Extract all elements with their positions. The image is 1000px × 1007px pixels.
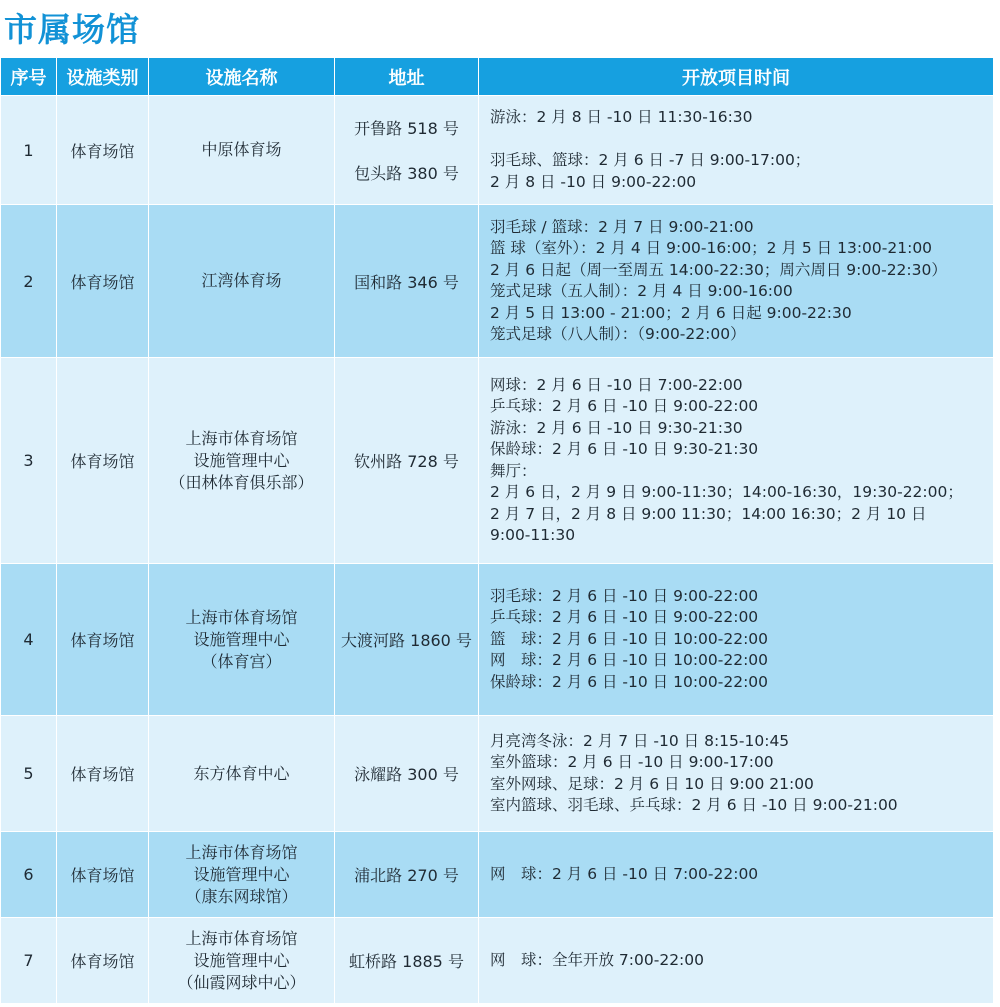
schedule-line: 篮 球（室外）：2 月 4 日 9:00-16:00；2 月 5 日 13:00-21:00 [490,239,933,257]
schedule-line: 篮 球：2 月 6 日 -10 日 10:00-22:00 [490,629,769,648]
name-line: （体育宫） [201,651,282,671]
row-number: 5 [1,716,57,832]
name-line: 上海市体育场馆 [185,842,298,862]
name-line: 设施管理中心 [193,950,290,970]
name-line: （仙霞网球中心） [177,972,306,992]
schedule-line: 室外网球、足球：2 月 6 日 10 日 9:00 21:00 [490,774,814,793]
name-line: 中原体育场 [201,140,282,159]
schedule-line: 2 月 6 日起（周一至周五 14:00-22:30；周六周日 9:00-22:30） [490,260,947,279]
row-name [149,564,335,716]
address-line: 包头路 380 号 [354,164,459,183]
row-category: 体育场馆 [57,918,149,1004]
row-address [335,96,479,205]
row-number: 1 [1,96,57,205]
address-line: 开鲁路 518 号 [354,119,459,138]
row-schedule [479,96,994,205]
name-line: 设施管理中心 [193,629,290,649]
row-category: 体育场馆 [57,96,149,205]
page-title: 市属场馆 [4,10,140,49]
name-line: 上海市体育场馆 [185,428,298,448]
row-number: 7 [1,918,57,1004]
row-name [149,716,335,832]
row-schedule [479,716,994,832]
schedule-line: 羽毛球 / 篮球：2 月 7 日 9:00-21:00 [490,217,754,236]
schedule-line: 羽毛球、篮球：2 月 6 日 -7 日 9:00-17:00； [490,151,811,170]
schedule-line: 2 月 7 日，2 月 8 日 9:00 11:30；14:00 16:30；2 月 10 日 [490,504,927,523]
schedule-line: 网 球：2 月 6 日 -10 日 7:00-22:00 [490,864,759,883]
row-schedule [479,918,994,1004]
schedule-line: 保龄球：2 月 6 日 -10 日 9:30-21:30 [490,440,759,458]
row-category: 体育场馆 [57,564,149,716]
address-line: 浦北路 270 号 [354,866,459,885]
header-schedule: 开放项目时间 [479,58,994,96]
row-address [335,832,479,918]
header-address: 地址 [335,58,479,96]
schedule-line: 乒乓球：2 月 6 日 -10 日 9:00-22:00 [490,397,759,415]
row-schedule [479,832,994,918]
name-line: 设施管理中心 [193,864,290,884]
row-address [335,564,479,716]
row-schedule [479,564,994,716]
row-category: 体育场馆 [57,205,149,358]
row-name [149,918,335,1004]
row-number: 3 [1,358,57,564]
schedule-line: 笼式足球（五人制）：2 月 4 日 9:00-16:00 [490,282,793,300]
schedule-line: 乒乓球：2 月 6 日 -10 日 9:00-22:00 [490,608,759,627]
name-line: 设施管理中心 [193,450,290,470]
schedule-line: 9:00-11:30 [490,526,576,544]
table-row [1,358,994,564]
row-number: 6 [1,832,57,918]
row-address [335,358,479,564]
table-row [1,205,994,358]
table-row [1,832,994,918]
name-line: 上海市体育场馆 [185,928,298,948]
schedule-line: 笼式足球（八人制）：（9:00-22:00） [490,325,746,343]
schedule-line: 室外篮球：2 月 6 日 -10 日 9:00-17:00 [490,753,774,771]
row-name [149,205,335,358]
schedule-line: 2 月 6 日，2 月 9 日 9:00-11:30；14:00-16:30，19:30-22:00； [490,483,963,501]
schedule-line: 羽毛球：2 月 6 日 -10 日 9:00-22:00 [490,586,759,605]
schedule-line: 月亮湾冬泳：2 月 7 日 -10 日 8:15-10:45 [490,731,790,750]
row-number: 4 [1,564,57,716]
table-header-row [1,58,994,96]
name-line: 江湾体育场 [201,271,282,290]
address-line: 大渡河路 1860 号 [341,631,472,650]
address-line: 虹桥路 1885 号 [349,952,464,971]
header-category: 设施类别 [57,58,149,96]
schedule-line: 网球：2 月 6 日 -10 日 7:00-22:00 [490,375,743,394]
address-line: 国和路 346 号 [354,272,459,292]
table-row [1,716,994,832]
row-category: 体育场馆 [57,832,149,918]
row-address [335,716,479,832]
schedule-line: 游泳：2 月 6 日 -10 日 9:30-21:30 [490,418,743,437]
row-address [335,918,479,1004]
name-line: （康东网球馆） [185,886,298,906]
schedule-line: 舞厅： [490,461,537,480]
row-schedule [479,358,994,564]
address-line: 泳耀路 300 号 [354,765,459,784]
header-number: 序号 [1,58,57,96]
schedule-line: 网 球：2 月 6 日 -10 日 10:00-22:00 [490,651,769,670]
address-line: 钦州路 728 号 [354,452,459,471]
schedule-line: 游泳：2 月 8 日 -10 日 11:30-16:30 [490,107,753,126]
schedule-line: 2 月 8 日 -10 日 9:00-22:00 [490,172,697,191]
table-row [1,918,994,1004]
row-category: 体育场馆 [57,716,149,832]
row-number: 2 [1,205,57,358]
row-name [149,358,335,564]
row-name [149,96,335,205]
schedule-line: 2 月 5 日 13:00 - 21:00；2 月 6 日起 9:00-22:30 [490,303,852,322]
venue-table [0,57,994,1004]
table-row [1,564,994,716]
row-name [149,832,335,918]
name-line: 东方体育中心 [193,763,290,783]
name-line: 上海市体育场馆 [185,607,298,627]
row-schedule [479,205,994,358]
row-category: 体育场馆 [57,358,149,564]
header-name: 设施名称 [149,58,335,96]
table-row [1,96,994,205]
row-address [335,205,479,358]
name-line: （田林体育俱乐部） [169,472,314,492]
schedule-line: 保龄球：2 月 6 日 -10 日 10:00-22:00 [490,672,769,691]
schedule-line: 室内篮球、羽毛球、乒乓球：2 月 6 日 -10 日 9:00-21:00 [490,796,898,814]
schedule-line: 网 球：全年开放 7:00-22:00 [490,950,704,969]
